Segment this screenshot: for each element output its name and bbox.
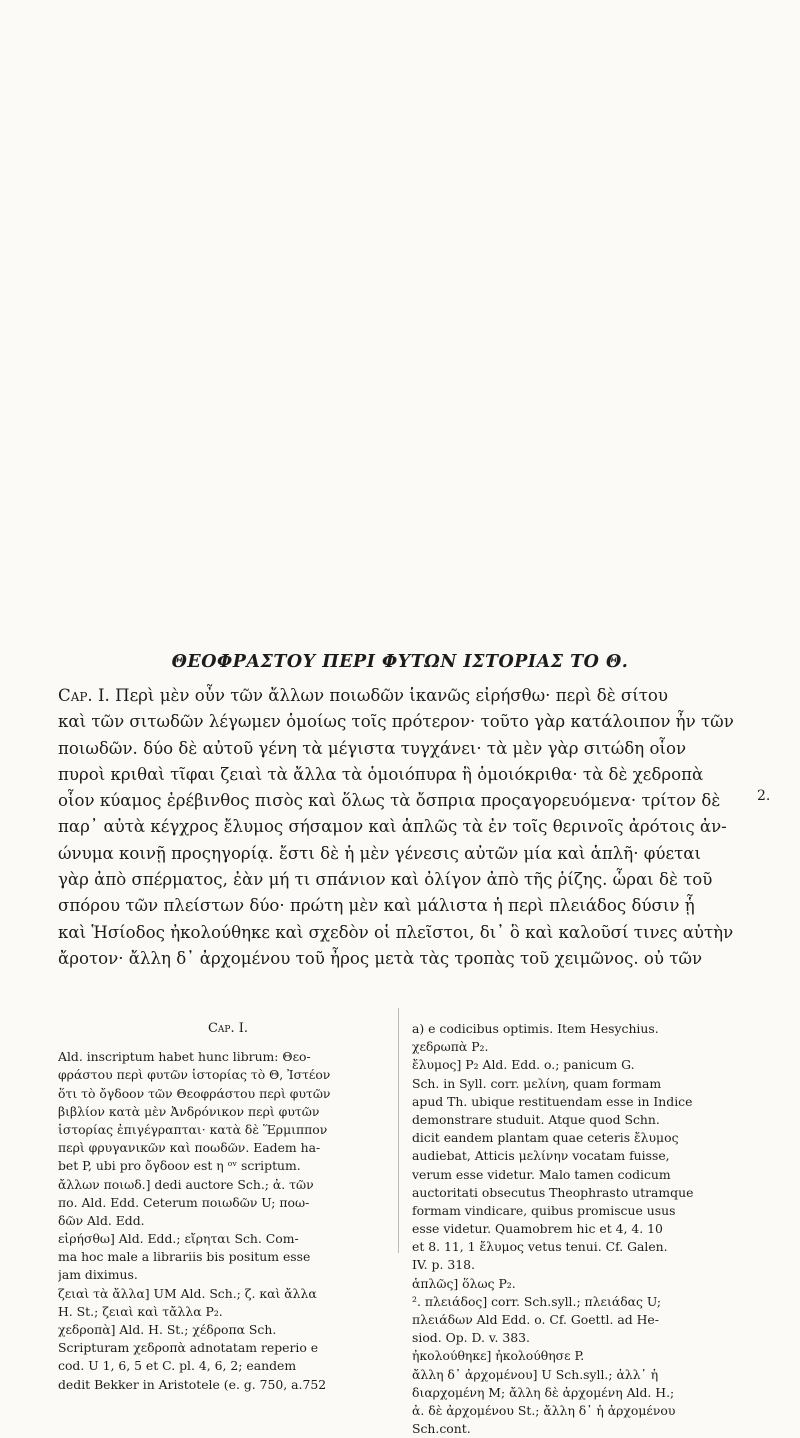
apparatus-line: ἄλλη δ᾽ ἀρχομένου] U Sch.syll.; ἀλλ᾽ ἡ <box>412 1366 659 1382</box>
main-text-line: γὰρ ἀπὸ σπέρματος, ἐὰν μή τι σπάνιον καὶ ὀλίγον ἀπὸ τῆς ῥίζης. ὧραι δὲ τοῦ <box>58 870 713 890</box>
apparatus-line: formam vindicare, quibus promiscue usus <box>412 1202 676 1218</box>
main-text-line: πυροὶ κριθαὶ τῖφαι ζειαὶ τὰ ἄλλα τὰ ὁμοιόπυρα ἢ ὁμοιόκριθα· τὰ δὲ χεδροπὰ <box>58 764 704 784</box>
apparatus-line: φράστου περὶ φυτῶν ἱστορίας τὸ Θ, Ἰστέον <box>58 1067 331 1083</box>
apparatus-line: Sch. in Syll. corr. μελίνη, quam formam <box>412 1075 662 1091</box>
main-text-line: καὶ Ἡσίοδος ἠκολούθηκε καὶ σχεδὸν οἱ πλεῖστοι, δι᾽ ὃ καὶ καλοῦσί τινες αὐτὴν <box>58 922 734 942</box>
main-text-line: παρ᾽ αὐτὰ κέγχρος ἔλυμος σήσαμον καὶ ἁπλῶς τὰ ἐν τοῖς θερινοῖς ἀρότοις ἀν- <box>58 817 727 837</box>
apparatus-line: διαρχομένη M; ἄλλη δὲ ἀρχομένη Ald. H.; <box>412 1384 675 1400</box>
apparatus-line: πο. Ald. Edd. Ceterum ποιωδῶν U; ποω- <box>58 1194 310 1210</box>
apparatus-line: H. St.; ζειαὶ καὶ τἄλλα P₂. <box>58 1303 223 1319</box>
apparatus-line: ². πλειάδος] corr. Sch.syll.; πλειάδας U; <box>412 1293 662 1309</box>
apparatus-line: dedit Bekker in Aristotele (e. g. 750, a.752 <box>58 1376 327 1392</box>
chapter-label: Cap. I. <box>58 686 110 705</box>
main-text-line: ἄροτον· ἄλλη δ᾽ ἀρχομένου τοῦ ἦρος μετὰ τὰς τροπὰς τοῦ χειμῶνος. οὐ τῶν <box>58 948 703 968</box>
apparatus-line: βιβλίον κατὰ μὲν Ἀνδρόνικον περὶ φυτῶν <box>58 1103 320 1119</box>
apparatus-line: Scripturam χεδροπὰ adnotatam reperio e <box>58 1340 319 1356</box>
apparatus-heading: Cap. I. <box>207 1021 249 1036</box>
apparatus-line: dicit eandem plantam quae ceteris ἔλυμος <box>412 1130 679 1146</box>
apparatus-line: ζειαὶ τὰ ἄλλα] UM Ald. Sch.; ζ. καὶ ἄλλα <box>58 1285 317 1301</box>
apparatus-line: ἀ. δὲ ἀρχομένου St.; ἄλλη δ᾽ ἡ ἀρχομένου <box>412 1402 676 1418</box>
apparatus-line: δῶν Ald. Edd. <box>58 1212 145 1228</box>
apparatus-line: ὅτι τὸ ὄγδοον τῶν Θεοφράστου περὶ φυτῶν <box>58 1085 331 1101</box>
main-text-line: ώνυμα κοινῇ προςηγορίᾳ. ἔστι δὲ ἡ μὲν γένεσις αὐτῶν μία καὶ ἁπλῆ· φύεται <box>58 843 701 863</box>
apparatus-line: auctoritati obsecutus Theophrasto utramque <box>412 1184 694 1200</box>
apparatus-line: jam diximus. <box>58 1267 138 1283</box>
main-text-line: καὶ τῶν σιτωδῶν λέγωμεν ὁμοίως τοῖς πρότερον· τοῦτο γὰρ κατάλοιπον ἦν τῶν <box>58 712 734 732</box>
apparatus-line: ἄλλων ποιωδ.] dedi auctore Sch.; ἀ. τῶν <box>58 1176 314 1192</box>
apparatus-line: χεδρωπὰ P₂. <box>412 1039 489 1055</box>
apparatus-line: Sch.cont. <box>412 1421 471 1437</box>
apparatus-line: ἠκολούθηκε] ἠκολούθησε P. <box>412 1348 585 1364</box>
apparatus-line: ἁπλῶς] ὅλως P₂. <box>412 1275 516 1291</box>
main-text-line: σπόρου τῶν πλείστων δύο· πρώτη μὲν καὶ μάλιστα ἡ περὶ πλειάδος δύσιν ᾗ <box>58 896 695 916</box>
apparatus-line: audiebat, Atticis μελίνην vocatam fuisse, <box>412 1148 670 1164</box>
apparatus-line: ἱστορίας ἐπιγέγραπται· κατὰ δὲ Ἕρμιππον <box>58 1121 328 1137</box>
apparatus-line: bet P, ubi pro ὄγδοον est η ᵒᵛ scriptum. <box>58 1158 301 1174</box>
apparatus-line: et 8. 11, 1 ἔλυμος vetus tenui. Cf. Galen. <box>412 1239 668 1255</box>
apparatus-line: verum esse videtur. Malo tamen codicum <box>412 1166 671 1182</box>
apparatus-line: demonstrare studuit. Atque quod Schn. <box>412 1111 660 1127</box>
column-divider <box>398 1008 399 1253</box>
apparatus-line: πλειάδων Ald Edd. o. Cf. Goettl. ad He- <box>412 1312 659 1327</box>
apparatus-line: apud Th. ubique restituendam esse in Indice <box>412 1093 693 1109</box>
apparatus-line: a) e codicibus optimis. Item Hesychius. <box>412 1021 659 1036</box>
apparatus-line: ἔλυμος] P₂ Ald. Edd. o.; panicum G. <box>412 1057 635 1073</box>
apparatus-line: IV. p. 318. <box>412 1257 475 1273</box>
first-line-text: Περὶ μὲν οὖν τῶν ἄλλων ποιωδῶν ἱκανῶς εἰρήσθω· περὶ δὲ σίτου <box>115 686 668 705</box>
apparatus-line: cod. U 1, 6, 5 et C. pl. 4, 6, 2; eandem <box>58 1358 297 1374</box>
apparatus-right-column <box>412 1020 752 1438</box>
margin-section-number: 2. <box>757 788 771 804</box>
main-text-line: ποιωδῶν. δύο δὲ αὐτοῦ γένη τὰ μέγιστα τυγχάνει· τὰ μὲν γὰρ σιτώδη οἷον <box>58 738 687 758</box>
page-title: ΘΕΟΦΡΑΣΤΟΥ ΠΕΡΙ ΦΥΤΩΝ ΙΣΤΟΡΙΑΣ ΤΟ Θ. <box>171 652 629 672</box>
main-text-line: οἷον κύαμος ἐρέβινθος πισὸς καὶ ὅλως τὰ ὄσπρια προςαγορευόμενα· τρίτον δὲ <box>58 791 721 811</box>
apparatus-line: Ald. inscriptum habet hunc librum: Θεο- <box>58 1049 311 1065</box>
main-text-line <box>58 683 748 709</box>
apparatus-line: esse videtur. Quamobrem hic et 4, 4. 10 <box>412 1221 663 1237</box>
apparatus-line: περὶ φρυγανικῶν καὶ ποωδῶν. Eadem ha- <box>58 1140 321 1156</box>
apparatus-left-column <box>58 1020 398 1394</box>
apparatus-line: χεδροπὰ] Ald. H. St.; χέδροπα Sch. <box>58 1322 277 1338</box>
apparatus-line: εἰρήσθω] Ald. Edd.; εἴρηται Sch. Com- <box>58 1231 299 1247</box>
apparatus-line: siod. Op. D. v. 383. <box>412 1330 530 1346</box>
apparatus-line: ma hoc male a librariis bis positum esse <box>58 1249 311 1265</box>
main-greek-text <box>58 683 748 972</box>
